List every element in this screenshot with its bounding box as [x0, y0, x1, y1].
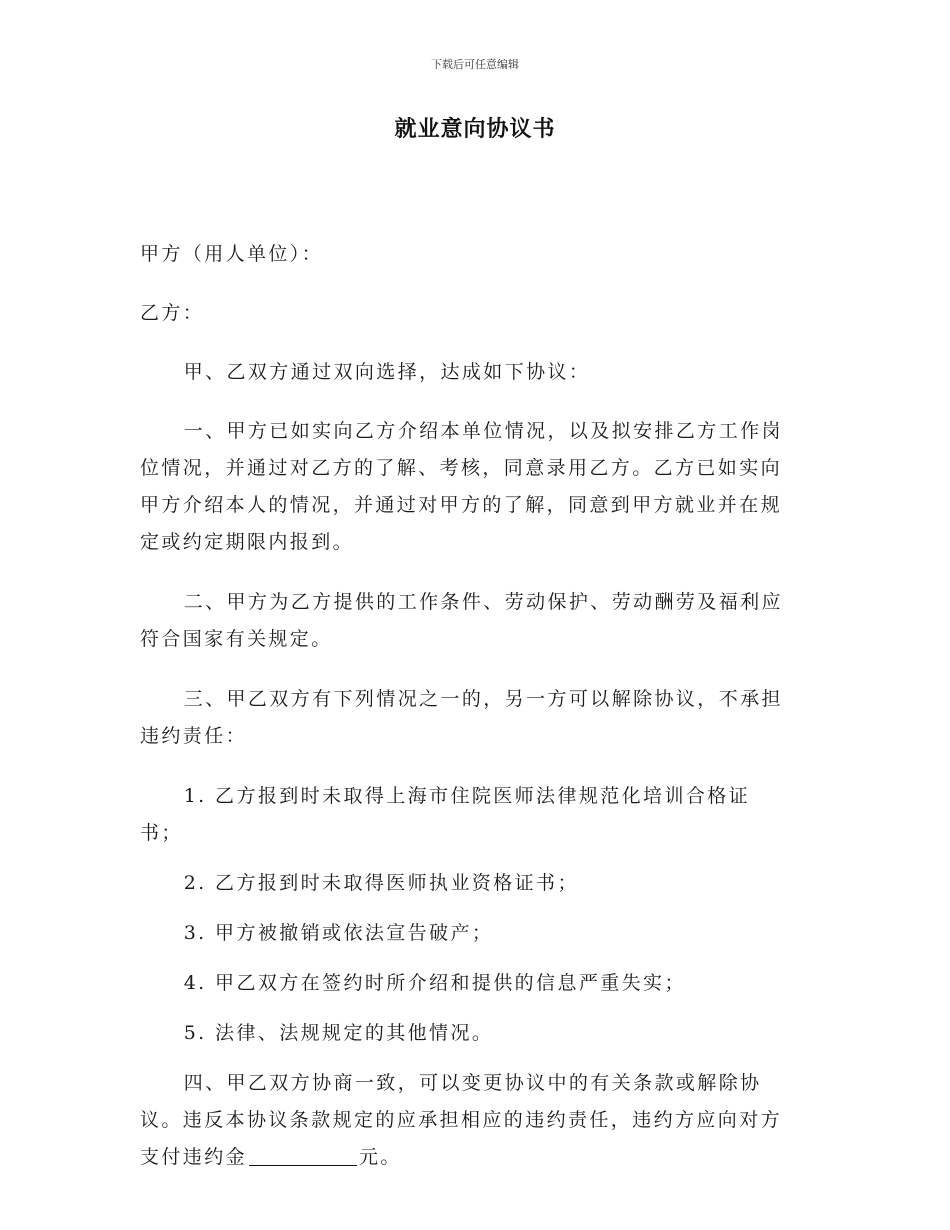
document-body [140, 236, 792, 1176]
clause-4 [140, 1065, 792, 1176]
party-b-line: 乙方： [140, 302, 205, 324]
list-item: 3. 甲方被撤销或依法宣告破产； [183, 922, 494, 944]
penalty-amount-blank[interactable] [249, 1145, 357, 1166]
clause-2: 二、甲方为乙方提供的工作条件、劳动保护、劳动酬劳及福利应符合国家有关规定。 [140, 591, 783, 650]
clause-3: 三、甲乙双方有下列情况之一的，另一方可以解除协议，不承担违约责任： [140, 688, 783, 747]
clause-4-unit: 元。 [359, 1146, 402, 1168]
list-item: 1. 乙方报到时未取得上海市住院医师法律规范化培训合格证书； [140, 785, 751, 844]
document-title: 就业意向协议书 [394, 117, 556, 142]
list-item: 2. 乙方报到时未取得医师执业资格证书； [183, 872, 579, 894]
intro-paragraph: 甲、乙双方通过双向选择，达成如下协议： [183, 361, 591, 383]
party-a-line: 甲方（用人单位）： [140, 243, 324, 265]
clause-1: 一、甲方已如实向乙方介绍本单位情况，以及拟安排乙方工作岗位情况，并通过对乙方的了解、考核，同意录用乙方。乙方已如实向甲方介绍本人的情况，并通过对甲方的了解，同意到甲方就业并在规定或约定期限内报到。 [140, 420, 783, 553]
list-item: 4. 甲乙双方在签约时所介绍和提供的信息严重失实； [183, 972, 686, 994]
header-note: 下载后可任意编辑 [431, 58, 519, 71]
clause-4-text: 四、甲乙双方协商一致，可以变更协议中的有关条款或解除协议。违反本协议条款规定的应承担相应的违约责任，违约方应向对方支付违约金 [140, 1072, 783, 1168]
list-item: 5. 法律、法规规定的其他情况。 [183, 1022, 494, 1044]
